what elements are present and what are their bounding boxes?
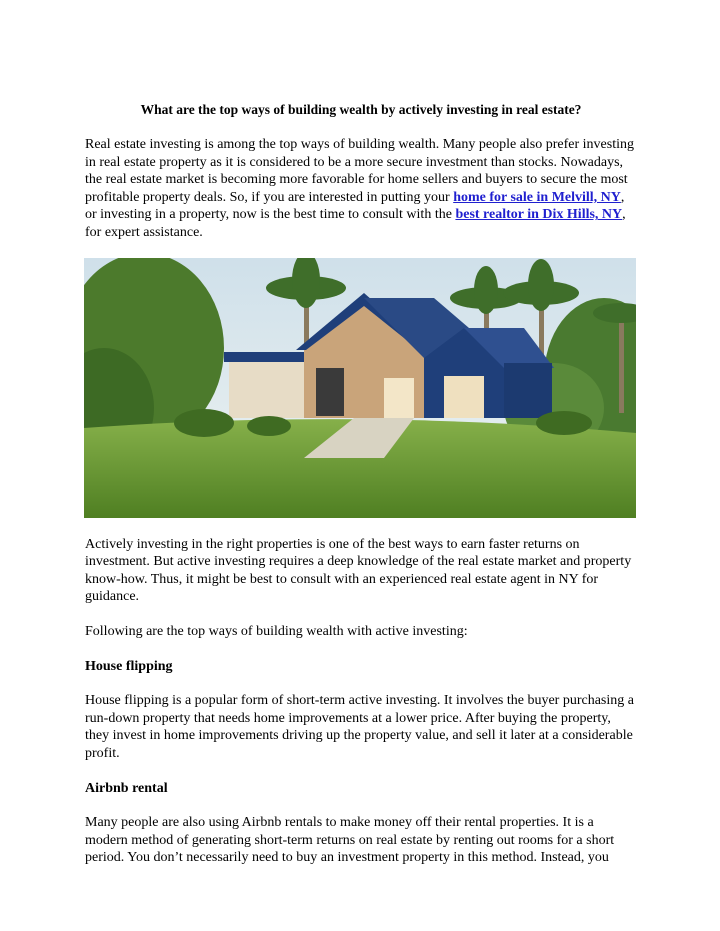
intro-paragraph <box>85 136 637 242</box>
home-for-sale-link[interactable]: home for sale in Melvill, NY <box>453 189 621 205</box>
intro-text-2: , or investing in a property, now is the best time to consult with the <box>85 189 625 223</box>
house-flipping-paragraph: House flipping is a popular form of short-term active investing. It involves the buyer purchasing a run-down property that needs home improvements at a lower price. After buying the property, they invest in home improvements driving up the property value, and sell it later at a considerable profit. <box>85 693 634 761</box>
house-flipping-heading: House flipping <box>85 658 173 674</box>
intro-text-3: , for expert assistance. <box>85 207 626 240</box>
airbnb-rental-heading: Airbnb rental <box>85 780 168 796</box>
active-investing-paragraph: Actively investing in the right properties is one of the best ways to earn faster returns on investment. But active investing requires a deep knowledge of the real estate market and property know-how. Thus, it might be best to consult with an experienced real estate agent in NY for guidance. <box>85 536 632 605</box>
best-realtor-link[interactable]: best realtor in Dix Hills, NY <box>455 207 623 223</box>
document-body <box>85 101 637 867</box>
house-photo <box>84 258 636 518</box>
airbnb-rental-paragraph: Many people are also using Airbnb rentals to make money off their rental properties. It is a modern method of generating short-term returns on real estate by renting out rooms for a short period. You don’t necessarily need to buy an investment property in this method. Instead, you <box>85 815 615 866</box>
following-paragraph: Following are the top ways of building wealth with active investing: <box>85 623 468 639</box>
intro-text-1: Real estate investing is among the top ways of building wealth. Many people also prefer investing in real estate property as it is considered to be a more secure investment than stocks. Nowadays, the real estate market is becoming more favorable for home sellers and buyers to secure the most profitable property deals. So, if you are interested in putting your <box>85 137 634 205</box>
page-title: What are the top ways of building wealth by actively investing in real estate? <box>140 102 582 117</box>
